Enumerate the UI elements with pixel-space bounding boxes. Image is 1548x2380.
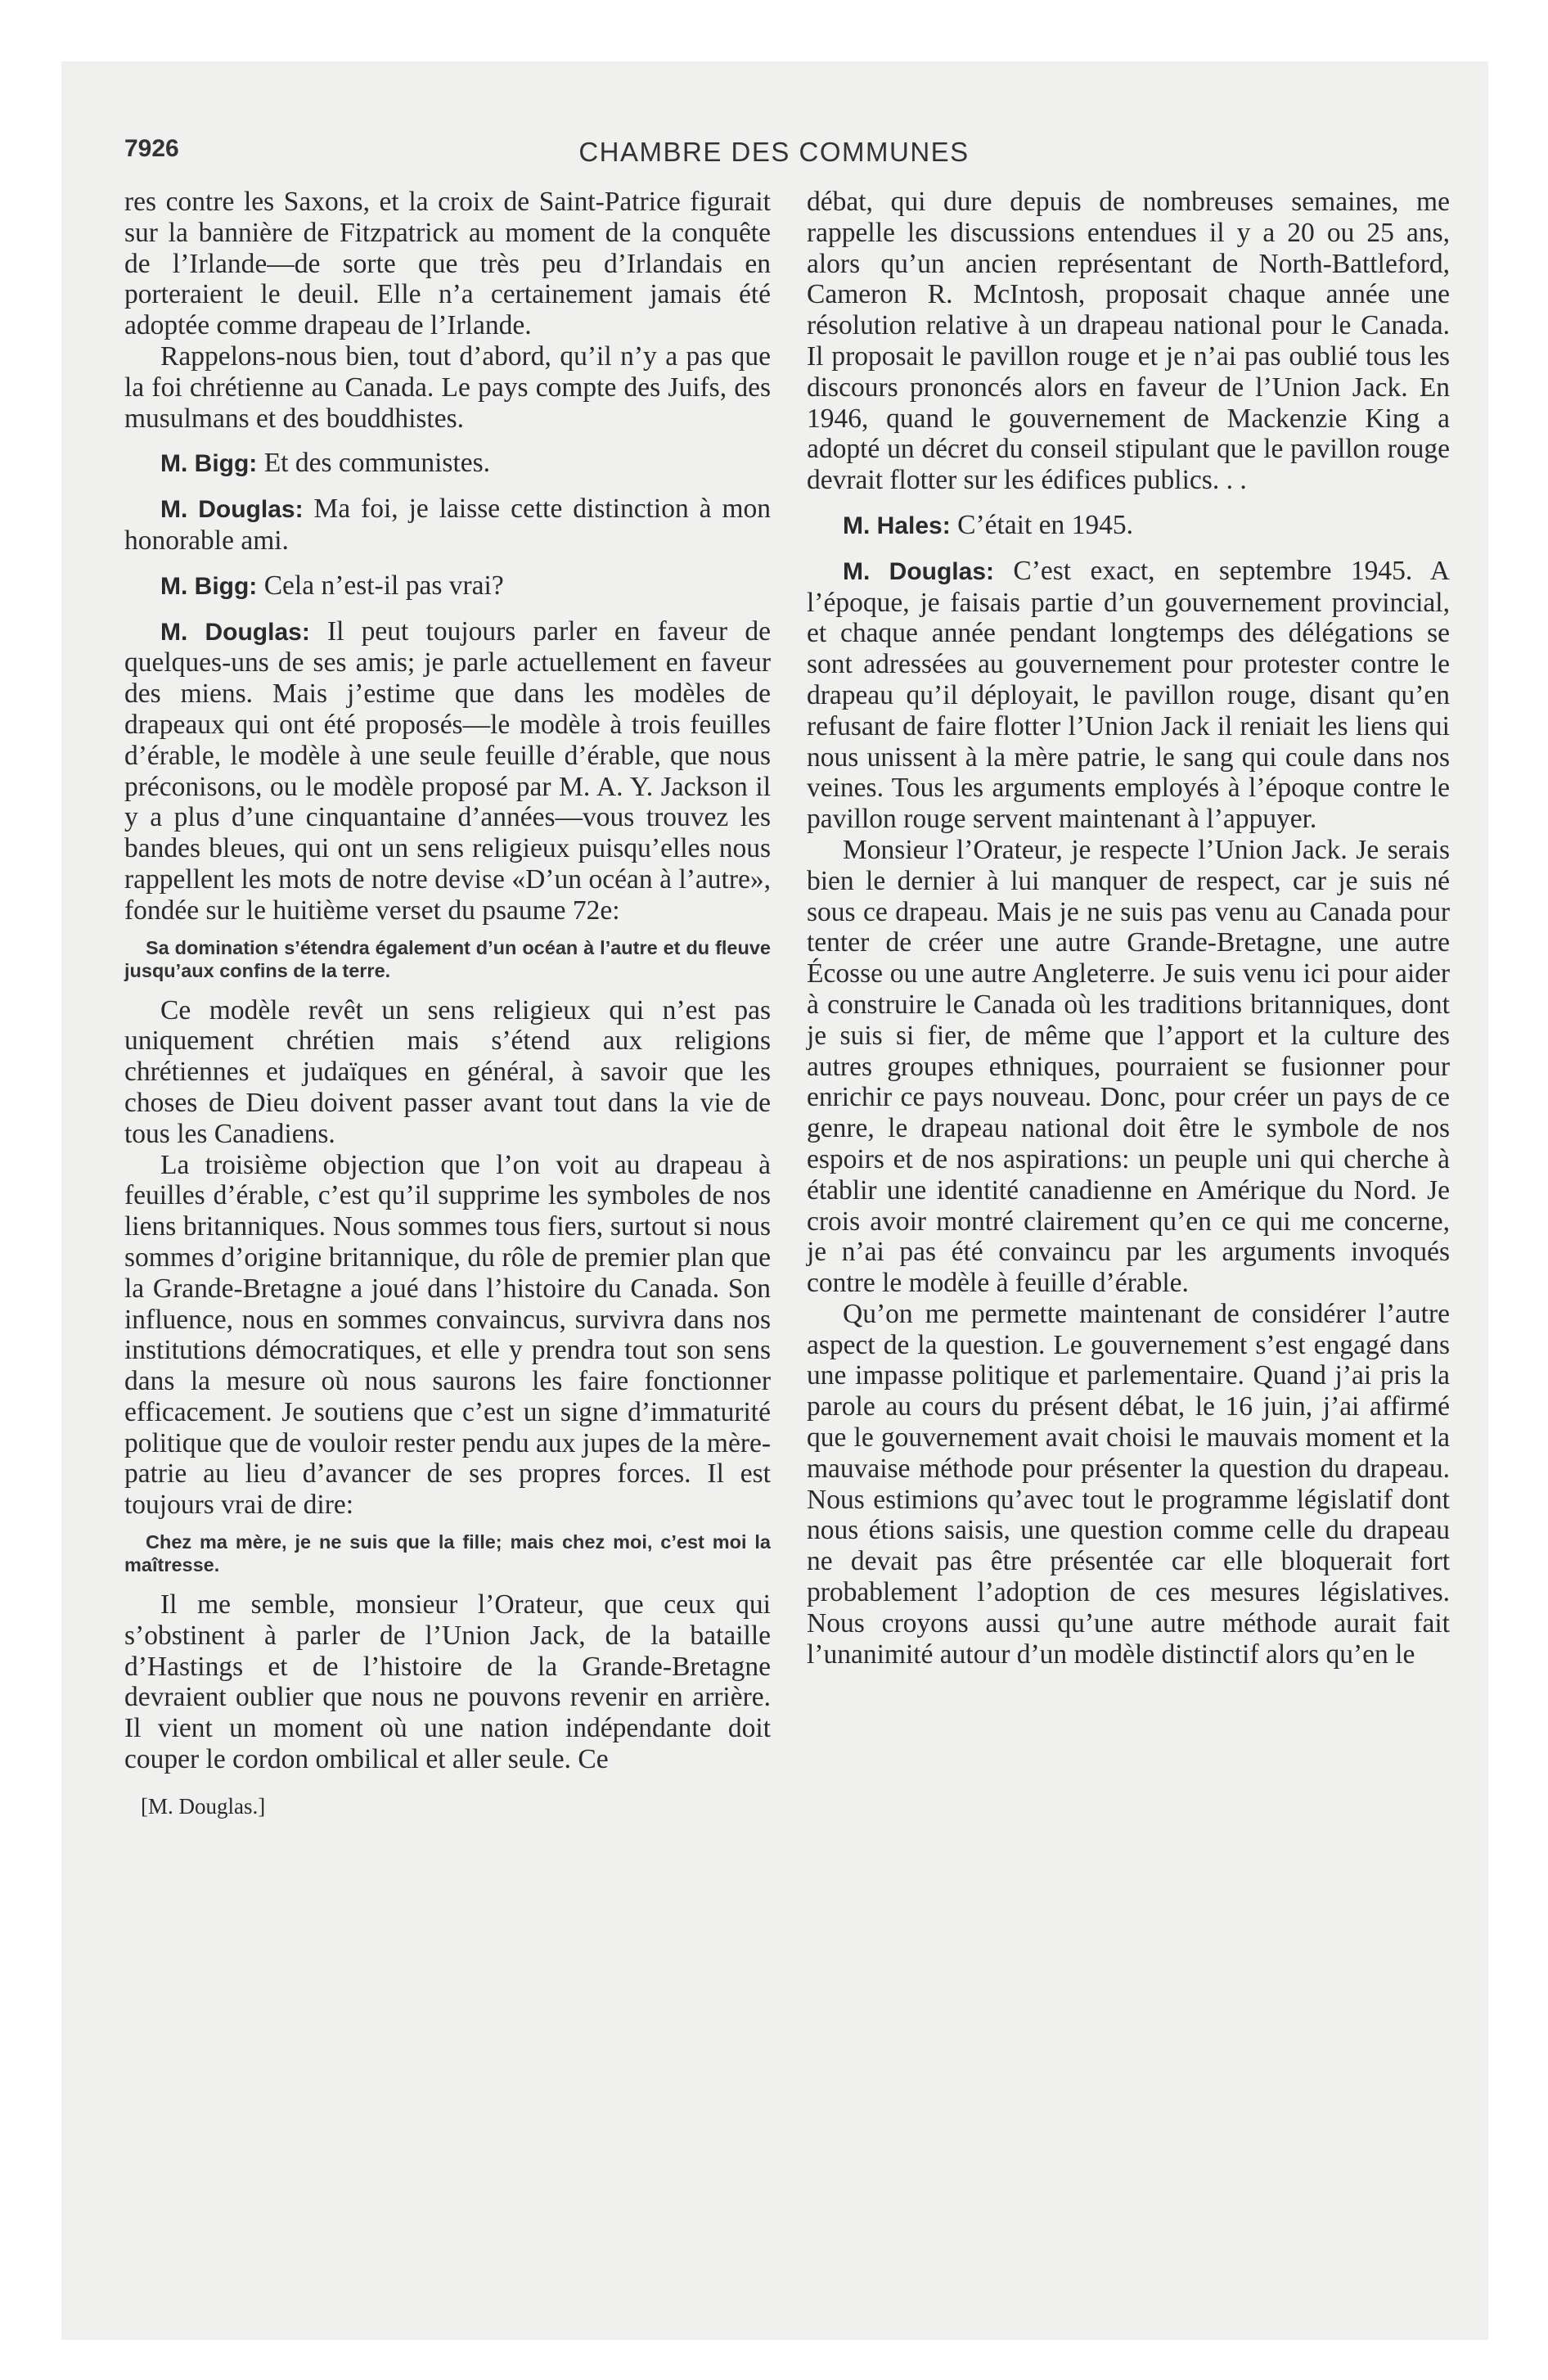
speaker-name: M. Bigg: [160, 572, 258, 600]
paragraph: Monsieur l’Orateur, je respecte l’Union Jack. Je serais bien le dernier à lui manquer de respect, car je suis né sous ce drapeau. Mais je ne suis pas venu au Canada pour tenter de créer une autre Grande-Bretagne, une autre Écosse ou une autre Angleterre. Je suis venu ici pour aider à construire le Canada où les traditions britanniques, dont je suis si fier, de même que l’apport et la culture des autres groupes ethniques, pourraient se fusionner pour enrichir ce pays nouveau. Donc, pour créer un pays de ce genre, le drapeau national doit être le symbole de nos espoirs et de nos aspirations: un peuple uni qui cherche à établir une identité canadienne en Amérique du Nord. Je crois avoir montré clairement qu’en ce qui me concerne, je n’ai pas été convaincu par les arguments invoqués contre le modèle à feuille d’érable. [807, 834, 1450, 1299]
speaker-name: M. Bigg: [160, 450, 258, 478]
block-quote: Chez ma mère, je ne suis que la fille; mais chez moi, c’est moi la maîtresse. [124, 1531, 771, 1576]
paragraph: débat, qui dure depuis de nombreuses semaines, me rappelle les discussions entendues il y a 20 ou 25 ans, alors qu’un ancien représentant de North-Battleford, Cameron R. McIntosh, proposait chaque année une résolution relative à un drapeau national pour le Canada. Il proposait le pavillon rouge et je n’ai pas oublié tous les discours prononcés alors en faveur de l’Union Jack. En 1946, quand le gouvernement de Mackenzie King a adopté un décret du conseil stipulant que le pavillon rouge devrait flotter sur les édifices publics. . . [807, 187, 1450, 496]
running-head: CHAMBRE DES COMMUNES [578, 137, 970, 167]
speech [124, 494, 771, 557]
speech [124, 570, 771, 602]
speech [124, 616, 771, 926]
speaker-name: M. Douglas: [160, 496, 304, 524]
speech-text: C’est exact, en septembre 1945. A l’époque, je faisais partie d’un gouvernement provincial, et chaque année pendant longtemps des délégations se sont adressées au gouvernement pour protester contre le drapeau qu’il déployait, le pavillon rouge, disant qu’en refusant de faire flotter l’Union Jack il reniait les liens qui nous unissent à la mère patrie, le sang qui coule dans nos veines. Tous les arguments employés à l’époque contre le pavillon rouge servent maintenant à l’appuyer. [807, 555, 1450, 835]
speech [807, 510, 1450, 542]
paragraph: Qu’on me permette maintenant de considérer l’autre aspect de la question. Le gouvernement s’est engagé dans une impasse politique et parlementaire. Quand j’ai pris la parole au cours du présent débat, le 16 juin, j’ai affirmé que le gouvernement avait choisi le mauvais moment et la mauvaise méthode pour présenter la question du drapeau. Nous estimions qu’avec tout le programme législatif dont nous étions saisis, une question comme celle du drapeau ne devait pas être présentée car elle bloquerait fort probablement l’adoption de ces mesures législatives. Nous croyons aussi qu’une autre méthode aurait fait l’unanimité autour d’un modèle distinctif alors qu’en le [807, 1298, 1450, 1670]
speech-text: Ma foi, je laisse cette distinction à mon honorable ami. [124, 494, 771, 556]
speaker-name: M. Douglas: [160, 618, 310, 646]
page-number: 7926 [124, 135, 179, 162]
paragraph: res contre les Saxons, et la croix de Saint-Patrice figurait sur la bannière de Fitzpatrick au moment de la conquête de l’Irlande—de sorte que très peu d’Irlandais en porteraient le deuil. Elle n’a certainement jamais été adoptée comme drapeau de l’Irlande. [124, 187, 771, 341]
paragraph: Il me semble, monsieur l’Orateur, que ceux qui s’obstinent à parler de l’Union Jack, de la bataille d’Hastings et de l’histoire de la Grande-Bretagne devraient oublier que nous ne pouvons revenir en arrière. Il vient un moment où une nation indépendante doit couper le cordon ombilical et aller seule. Ce [124, 1589, 771, 1775]
speech [807, 556, 1450, 835]
speaker-name: M. Douglas: [843, 557, 994, 585]
block-quote: Sa domination s’étendra également d’un océan à l’autre et du fleuve jusqu’aux confins de la terre. [124, 936, 771, 981]
speech-text: Il peut toujours parler en faveur de quelques-uns de ses amis; je parle actuellement en faveur des miens. Mais j’estime que dans les modèles de drapeaux qui ont été proposés—le modèle à trois feuilles d’érable, le modèle à une seule feuille d’érable, que nous préconisons, ou le modèle proposé par M. A. Y. Jackson il y a plus d’une cinquantaine d’années—vous trouvez les bandes bleues, qui ont un sens religieux puisqu’elles nous rappellent les mots de notre devise «D’un océan à l’autre», fondée sur le huitième verset du psaume 72e: [124, 615, 772, 926]
speech [124, 448, 771, 480]
right-column [807, 187, 1450, 1670]
paragraph: Rappelons-nous bien, tout d’abord, qu’il n’y a pas que la foi chrétienne au Canada. Le pays compte des Juifs, des musulmans et des bouddhistes. [124, 340, 771, 434]
speech-text: Et des communistes. [263, 448, 491, 479]
speaker-signature: [M. Douglas.] [141, 1793, 266, 1819]
paragraph: La troisième objection que l’on voit au drapeau à feuilles d’érable, c’est qu’il supprime les symboles de nos liens britanniques. Nous sommes tous fiers, surtout si nous sommes d’origine britannique, du rôle de premier plan que la Grande-Bretagne a joué dans l’histoire du Canada. Son influence, nous en sommes convaincus, survivra dans nos institutions démocratiques, et elle y prendra tout son sens dans la mesure où nous saurons les faire fonctionner efficacement. Je soutiens que c’est un signe d’immaturité politique que de vouloir rester pendu aux jupes de la mère-patrie au lieu d’avancer de ses propres forces. Il est toujours vrai de dire: [124, 1149, 771, 1521]
paragraph: Ce modèle revêt un sens religieux qui n’est pas uniquement chrétien mais s’étend aux religions chrétiennes et judaïques en général, à savoir que les choses de Dieu doivent passer avant tout dans la vie de tous les Canadiens. [124, 994, 771, 1149]
left-column [124, 187, 771, 1823]
speaker-name: M. Hales: [843, 512, 951, 539]
speech-text: C’était en 1945. [957, 509, 1133, 540]
page-header [124, 135, 1424, 168]
speech-text: Cela n’est-il pas vrai? [263, 570, 504, 601]
